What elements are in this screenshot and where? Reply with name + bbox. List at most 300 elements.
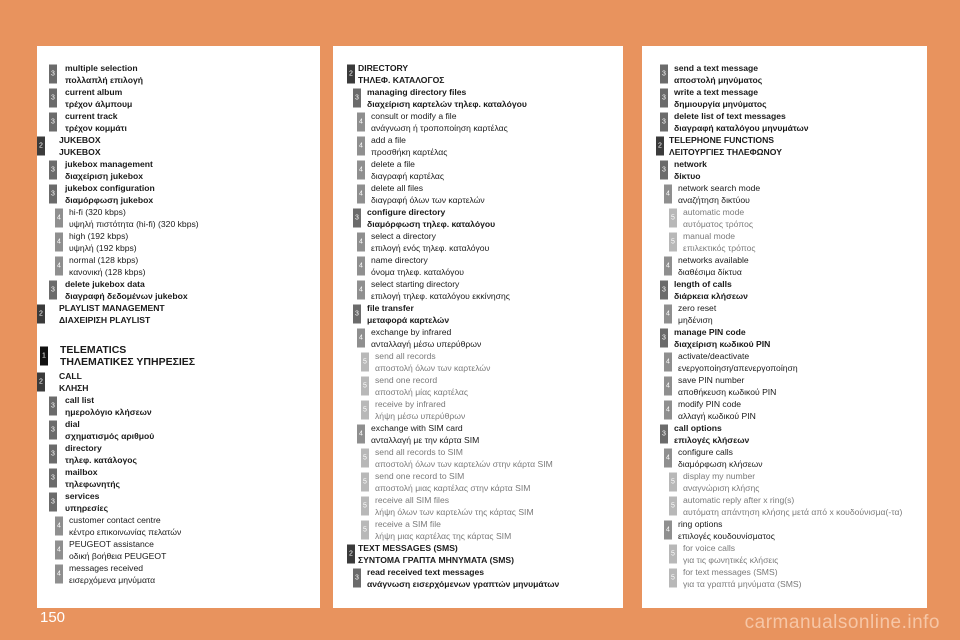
menu-entry <box>37 86 320 110</box>
entry-label-english: delete list of text messages <box>674 111 786 121</box>
menu-entry-text <box>65 278 320 302</box>
menu-entry <box>333 206 623 230</box>
entry-label-english: save PIN number <box>678 375 745 385</box>
entry-label-greek: όνομα τηλεφ. καταλόγου <box>371 267 464 277</box>
entry-label-english: network search mode <box>678 183 761 193</box>
level-badge: 4 <box>55 257 63 276</box>
entry-label-greek: υψηλή (192 kbps) <box>69 243 137 253</box>
level-badge: 2 <box>37 373 45 392</box>
level-badge: 4 <box>357 425 365 444</box>
menu-entry-text <box>371 326 623 350</box>
entry-label-english: TELEPHONE FUNCTIONS <box>669 135 775 145</box>
entry-label-english: JUKEBOX <box>59 135 101 145</box>
entry-label-english: automatic mode <box>683 207 745 217</box>
menu-entry-text <box>375 494 623 518</box>
menu-entry <box>333 470 623 494</box>
entry-label-greek: αποστολή όλων των καρτελών <box>375 363 491 373</box>
menu-entry-text <box>59 134 320 158</box>
entry-label-english: jukebox configuration <box>65 183 155 193</box>
menu-entry-text <box>367 86 623 110</box>
entry-label-english: file transfer <box>367 303 414 313</box>
menu-entry-text <box>371 110 623 134</box>
menu-entry <box>642 158 927 182</box>
menu-entry <box>642 254 927 278</box>
entry-label-english: delete jukebox data <box>65 279 145 289</box>
menu-entry-text <box>371 230 623 254</box>
menu-entry-text <box>678 398 927 422</box>
entry-label-greek: επιλεκτικός τρόπος <box>683 243 756 253</box>
level-badge: 3 <box>49 89 57 108</box>
entry-label-english: networks available <box>678 255 749 265</box>
menu-entry <box>642 110 927 134</box>
entry-label-english: consult or modify a file <box>371 111 457 121</box>
level-badge: 3 <box>49 397 57 416</box>
entry-label-greek: αποστολή μιας καρτέλας στην κάρτα SIM <box>375 483 531 493</box>
menu-entry-text <box>375 446 623 470</box>
entry-label-greek: διάρκεια κλήσεων <box>674 291 748 301</box>
menu-entry <box>642 470 927 494</box>
entry-label-greek: επιλογή ενός τηλεφ. καταλόγου <box>371 243 490 253</box>
menu-entry-text <box>375 518 623 542</box>
entry-label-english: network <box>674 159 707 169</box>
entry-label-english: send all records to SIM <box>375 447 463 457</box>
menu-entry-text <box>367 566 623 590</box>
level-badge: 4 <box>357 185 365 204</box>
menu-entry <box>642 566 927 590</box>
level-badge: 3 <box>660 113 668 132</box>
entry-label-english: delete a file <box>371 159 415 169</box>
menu-entry-text <box>69 538 320 562</box>
menu-entry <box>333 446 623 470</box>
entry-label-english: TELEMATICS <box>60 344 127 356</box>
level-badge: 3 <box>353 569 361 588</box>
level-badge: 2 <box>656 137 664 156</box>
menu-entry <box>37 370 320 394</box>
menu-entry-text <box>674 326 927 350</box>
menu-entry <box>333 254 623 278</box>
menu-entry <box>642 278 927 302</box>
entry-label-english: configure calls <box>678 447 733 457</box>
level-badge: 4 <box>664 401 672 420</box>
entry-label-greek: διαχείριση jukebox <box>65 171 143 181</box>
menu-entry-text <box>678 350 927 374</box>
level-badge: 3 <box>49 445 57 464</box>
menu-entry-text <box>65 158 320 182</box>
level-badge: 5 <box>361 401 369 420</box>
menu-entry <box>333 566 623 590</box>
level-badge: 2 <box>347 545 355 564</box>
entry-label-english: activate/deactivate <box>678 351 750 361</box>
menu-entry-text <box>65 490 320 514</box>
menu-entry <box>37 466 320 490</box>
menu-entry <box>642 326 927 350</box>
menu-entry-text <box>371 422 623 446</box>
entry-label-greek: αποστολή μίας καρτέλας <box>375 387 468 397</box>
entry-label-greek: διαγραφή δεδομένων jukebox <box>65 291 188 301</box>
menu-entry-text <box>371 182 623 206</box>
menu-entry <box>37 538 320 562</box>
menu-entry-text <box>371 278 623 302</box>
entry-label-english: normal (128 kbps) <box>69 255 139 265</box>
entry-label-english: delete all files <box>371 183 424 193</box>
level-badge: 4 <box>664 521 672 540</box>
entry-label-english: multiple selection <box>65 63 138 73</box>
level-badge: 4 <box>664 449 672 468</box>
level-badge: 4 <box>357 281 365 300</box>
entry-label-greek: αποστολή μηνύματος <box>674 75 763 85</box>
menu-entry <box>37 342 320 370</box>
entry-label-greek: αυτόματη απάντηση κλήσης μετά από x κουδούνισμα(-τα) <box>683 507 903 517</box>
entry-label-english: length of calls <box>674 279 732 289</box>
menu-entry-text <box>375 350 623 374</box>
entry-label-greek: ΚΛΗΣΗ <box>59 383 89 393</box>
entry-label-greek: αυτόματος τρόπος <box>683 219 754 229</box>
menu-entry-text <box>678 182 927 206</box>
entry-label-greek: μεταφορά καρτελών <box>367 315 450 325</box>
menu-entry <box>642 422 927 446</box>
entry-label-greek: για τις φωνητικές κλήσεις <box>683 555 779 565</box>
entry-label-greek: διαχείριση καρτελών τηλεφ. καταλόγου <box>367 99 527 109</box>
menu-entry-text <box>683 230 927 254</box>
menu-entry-text <box>678 374 927 398</box>
menu-entry-text <box>683 206 927 230</box>
menu-entry-text <box>65 418 320 442</box>
entry-label-english: receive all SIM files <box>375 495 450 505</box>
entry-label-greek: σχηματισμός αριθμού <box>65 431 155 441</box>
menu-entry <box>333 542 623 566</box>
entry-label-english: zero reset <box>678 303 717 313</box>
entry-label-english: exchange by infrared <box>371 327 452 337</box>
menu-entry-text <box>367 302 623 326</box>
level-badge: 5 <box>669 209 677 228</box>
entry-label-english: for text messages (SMS) <box>683 567 778 577</box>
entry-label-greek: αναγνώριση κλήσης <box>683 483 760 493</box>
level-badge: 5 <box>361 377 369 396</box>
entry-label-english: current track <box>65 111 118 121</box>
entry-label-english: DIRECTORY <box>358 63 409 73</box>
level-badge: 3 <box>49 185 57 204</box>
menu-entry-text <box>358 542 623 566</box>
menu-entry-text <box>683 542 927 566</box>
entry-label-english: send one record <box>375 375 438 385</box>
menu-entry <box>37 230 320 254</box>
entry-label-english: mailbox <box>65 467 98 477</box>
entry-label-greek: λήψη μιας καρτέλας της κάρτας SIM <box>375 531 512 541</box>
menu-entry-text <box>65 442 320 466</box>
entry-label-greek: αποθήκευση κωδικού PIN <box>678 387 777 397</box>
entry-label-greek: JUKEBOX <box>59 147 101 157</box>
level-badge: 5 <box>669 497 677 516</box>
watermark: carmanualsonline.info <box>744 612 940 633</box>
entry-label-greek: ΤΗΛΕΦ. ΚΑΤΑΛΟΓΟΣ <box>358 75 445 85</box>
entry-label-greek: λήψη όλων των καρτελών της κάρτας SIM <box>375 507 534 517</box>
menu-entry <box>333 494 623 518</box>
menu-entry <box>37 158 320 182</box>
menu-entry-text <box>371 134 623 158</box>
menu-entry <box>642 206 927 230</box>
menu-entry <box>37 254 320 278</box>
menu-entry-text <box>678 254 927 278</box>
entry-label-english: CALL <box>59 371 82 381</box>
entry-label-english: call options <box>674 423 722 433</box>
menu-entry-text <box>678 302 927 326</box>
menu-entry <box>642 374 927 398</box>
entry-label-english: manual mode <box>683 231 736 241</box>
entry-label-greek: λήψη μέσω υπερύθρων <box>375 411 466 421</box>
level-badge: 5 <box>669 473 677 492</box>
level-badge: 4 <box>664 377 672 396</box>
entry-label-greek: ΛΕΙΤΟΥΡΓΙΕΣ ΤΗΛΕΦΩΝΟΥ <box>669 147 782 157</box>
entry-label-greek: διαγραφή όλων των καρτελών <box>371 195 485 205</box>
level-badge: 3 <box>660 161 668 180</box>
entry-label-english: modify PIN code <box>678 399 742 409</box>
entry-label-english: configure directory <box>367 207 446 217</box>
menu-entry <box>333 302 623 326</box>
level-badge: 4 <box>357 161 365 180</box>
menu-entry-text <box>683 494 927 518</box>
menu-column-1 <box>37 46 320 608</box>
entry-label-english: call list <box>65 395 95 405</box>
entry-label-english: PEUGEOT assistance <box>69 539 154 549</box>
entry-label-greek: υψηλή πιστότητα (hi-fi) (320 kbps) <box>69 219 199 229</box>
menu-entry-text <box>683 566 927 590</box>
entry-label-greek: ανταλλαγή με την κάρτα SIM <box>371 435 480 445</box>
menu-entry <box>37 394 320 418</box>
entry-label-greek: επιλογές κλήσεων <box>674 435 750 445</box>
entry-label-greek: κανονική (128 kbps) <box>69 267 146 277</box>
entry-label-english: hi-fi (320 kbps) <box>69 207 126 217</box>
entry-label-greek: ενεργοποίηση/απενεργοποίηση <box>678 363 798 373</box>
menu-entry <box>333 158 623 182</box>
entry-label-greek: ανταλλαγή μέσω υπερύθρων <box>371 339 482 349</box>
menu-entry <box>37 206 320 230</box>
entry-label-english: high (192 kbps) <box>69 231 129 241</box>
menu-entry-text <box>69 230 320 254</box>
entry-label-greek: ΔΙΑΧΕΙΡΙΣΗ PLAYLIST <box>59 315 151 325</box>
section-spacer <box>37 326 320 342</box>
entry-label-english: managing directory files <box>367 87 467 97</box>
entry-label-greek: ημερολόγιο κλήσεων <box>65 407 152 417</box>
entry-label-greek: αποστολή όλων των καρτελών στην κάρτα SIM <box>375 459 553 469</box>
level-badge: 3 <box>49 113 57 132</box>
level-badge: 3 <box>49 161 57 180</box>
menu-entry <box>642 518 927 542</box>
entry-label-english: read received text messages <box>367 567 485 577</box>
menu-entry <box>333 86 623 110</box>
entry-label-greek: αλλαγή κωδικού PIN <box>678 411 756 421</box>
menu-entry-text <box>65 466 320 490</box>
level-badge: 3 <box>660 425 668 444</box>
entry-label-english: PLAYLIST MANAGEMENT <box>59 303 165 313</box>
entry-label-greek: επιλογή τηλεφ. καταλόγου εκκίνησης <box>371 291 510 301</box>
level-badge: 2 <box>347 65 355 84</box>
menu-entry <box>333 350 623 374</box>
menu-entry <box>333 398 623 422</box>
menu-entry <box>333 422 623 446</box>
menu-entry <box>37 182 320 206</box>
level-badge: 5 <box>669 569 677 588</box>
menu-entry-text <box>60 342 320 370</box>
entry-label-english: exchange with SIM card <box>371 423 463 433</box>
menu-entry-text <box>69 562 320 586</box>
entry-label-greek: τρέχον κομμάτι <box>65 123 127 133</box>
level-badge: 4 <box>664 257 672 276</box>
level-badge: 3 <box>49 281 57 300</box>
menu-entry-text <box>674 86 927 110</box>
entry-label-english: name directory <box>371 255 428 265</box>
menu-entry-text <box>65 86 320 110</box>
level-badge: 3 <box>353 89 361 108</box>
menu-entry-text <box>669 134 927 158</box>
level-badge: 3 <box>660 65 668 84</box>
entry-label-greek: ΣΥΝΤΟΜΑ ΓΡΑΠΤΑ ΜΗΝΥΜΑΤΑ (SMS) <box>358 555 515 565</box>
entry-label-greek: τρέχον άλμπουμ <box>65 99 133 109</box>
level-badge: 4 <box>357 329 365 348</box>
entry-label-greek: ανάγνωση εισερχόμενων γραπτών μηνυμάτων <box>367 579 560 589</box>
menu-entry-text <box>375 374 623 398</box>
level-badge: 4 <box>55 209 63 228</box>
entry-label-english: display my number <box>683 471 756 481</box>
entry-label-english: customer contact centre <box>69 515 161 525</box>
menu-entry-text <box>69 206 320 230</box>
menu-entry-text <box>375 470 623 494</box>
menu-entry <box>642 230 927 254</box>
menu-entry-text <box>371 158 623 182</box>
level-badge: 4 <box>357 137 365 156</box>
level-badge: 5 <box>361 353 369 372</box>
menu-entry <box>37 490 320 514</box>
entry-label-greek: διαθέσιμα δίκτυα <box>678 267 742 277</box>
level-badge: 5 <box>361 473 369 492</box>
menu-entry <box>642 446 927 470</box>
menu-entry <box>37 562 320 586</box>
menu-entry-text <box>65 394 320 418</box>
entry-label-english: jukebox management <box>65 159 153 169</box>
entry-label-english: receive a SIM file <box>375 519 441 529</box>
level-badge: 4 <box>664 185 672 204</box>
menu-entry <box>37 278 320 302</box>
entry-label-greek: διαμόρφωση jukebox <box>65 195 154 205</box>
level-badge: 3 <box>660 281 668 300</box>
menu-entry-text <box>65 182 320 206</box>
entry-label-greek: υπηρεσίες <box>65 503 109 513</box>
level-badge: 4 <box>55 565 63 584</box>
menu-entry-text <box>674 62 927 86</box>
menu-entry-text <box>59 370 320 394</box>
menu-entry-text <box>371 254 623 278</box>
menu-entry-text <box>674 110 927 134</box>
entry-label-greek: δημιουργία μηνύματος <box>674 99 767 109</box>
menu-entry <box>333 230 623 254</box>
menu-entry <box>642 302 927 326</box>
level-badge: 3 <box>353 305 361 324</box>
menu-entry <box>642 398 927 422</box>
entry-label-english: send one record to SIM <box>375 471 465 481</box>
level-badge: 5 <box>669 545 677 564</box>
level-badge: 4 <box>664 305 672 324</box>
entry-label-greek: μηδένιση <box>678 315 713 325</box>
menu-entry <box>642 134 927 158</box>
entry-label-greek: τηλεφ. κατάλογος <box>65 455 137 465</box>
menu-entry <box>642 542 927 566</box>
entry-label-english: select starting directory <box>371 279 460 289</box>
menu-entry <box>333 134 623 158</box>
level-badge: 4 <box>55 233 63 252</box>
entry-label-greek: διαμόρφωση τηλεφ. καταλόγου <box>367 219 496 229</box>
level-badge: 3 <box>353 209 361 228</box>
menu-entry <box>37 514 320 538</box>
entry-label-english: receive by infrared <box>375 399 446 409</box>
entry-label-greek: διαχείριση κωδικού PIN <box>674 339 771 349</box>
menu-column-2 <box>333 46 623 608</box>
entry-label-english: select a directory <box>371 231 436 241</box>
level-badge: 5 <box>361 497 369 516</box>
menu-entry-text <box>375 398 623 422</box>
menu-entry-text <box>678 446 927 470</box>
menu-entry-text <box>65 62 320 86</box>
menu-entry <box>37 302 320 326</box>
entry-label-english: send a text message <box>674 63 759 73</box>
entry-label-greek: προσθήκη καρτέλας <box>371 147 448 157</box>
menu-entry <box>642 182 927 206</box>
menu-entry <box>642 86 927 110</box>
entry-label-english: automatic reply after x ring(s) <box>683 495 795 505</box>
menu-entry-text <box>674 158 927 182</box>
level-badge: 3 <box>660 89 668 108</box>
entry-label-english: send all records <box>375 351 436 361</box>
menu-entry <box>37 110 320 134</box>
menu-entry <box>333 62 623 86</box>
level-badge: 1 <box>40 347 48 366</box>
level-badge: 4 <box>55 517 63 536</box>
level-badge: 3 <box>49 65 57 84</box>
entry-label-english: directory <box>65 443 102 453</box>
menu-entry-text <box>674 278 927 302</box>
menu-entry-text <box>358 62 623 86</box>
entry-label-english: ring options <box>678 519 723 529</box>
level-badge: 5 <box>361 521 369 540</box>
level-badge: 3 <box>49 493 57 512</box>
entry-label-english: write a text message <box>674 87 759 97</box>
entry-label-english: for voice calls <box>683 543 736 553</box>
menu-entry-text <box>69 254 320 278</box>
level-badge: 4 <box>357 257 365 276</box>
menu-entry <box>333 326 623 350</box>
level-badge: 5 <box>361 449 369 468</box>
entry-label-greek: αναζήτηση δικτύου <box>678 195 750 205</box>
menu-entry <box>37 134 320 158</box>
entry-label-english: add a file <box>371 135 406 145</box>
entry-label-greek: ΤΗΛΕΜΑΤΙΚΕΣ ΥΠΗΡΕΣΙΕΣ <box>60 356 196 368</box>
entry-label-greek: επιλογές κουδουνίσματος <box>678 531 775 541</box>
menu-entry-text <box>65 110 320 134</box>
menu-entry-text <box>683 470 927 494</box>
level-badge: 4 <box>357 233 365 252</box>
entry-label-greek: οδική βοήθεια PEUGEOT <box>69 551 167 561</box>
entry-label-greek: δίκτυο <box>674 171 701 181</box>
entry-label-greek: κέντρο επικοινωνίας πελατών <box>69 527 182 537</box>
page-number: 150 <box>40 609 66 626</box>
entry-label-english: current album <box>65 87 123 97</box>
level-badge: 4 <box>55 541 63 560</box>
menu-entry <box>333 278 623 302</box>
entry-label-english: messages received <box>69 563 144 573</box>
entry-label-greek: πολλαπλή επιλογή <box>65 75 144 85</box>
level-badge: 3 <box>49 469 57 488</box>
menu-column-3 <box>642 46 927 608</box>
menu-entry <box>37 62 320 86</box>
menu-entry <box>642 62 927 86</box>
